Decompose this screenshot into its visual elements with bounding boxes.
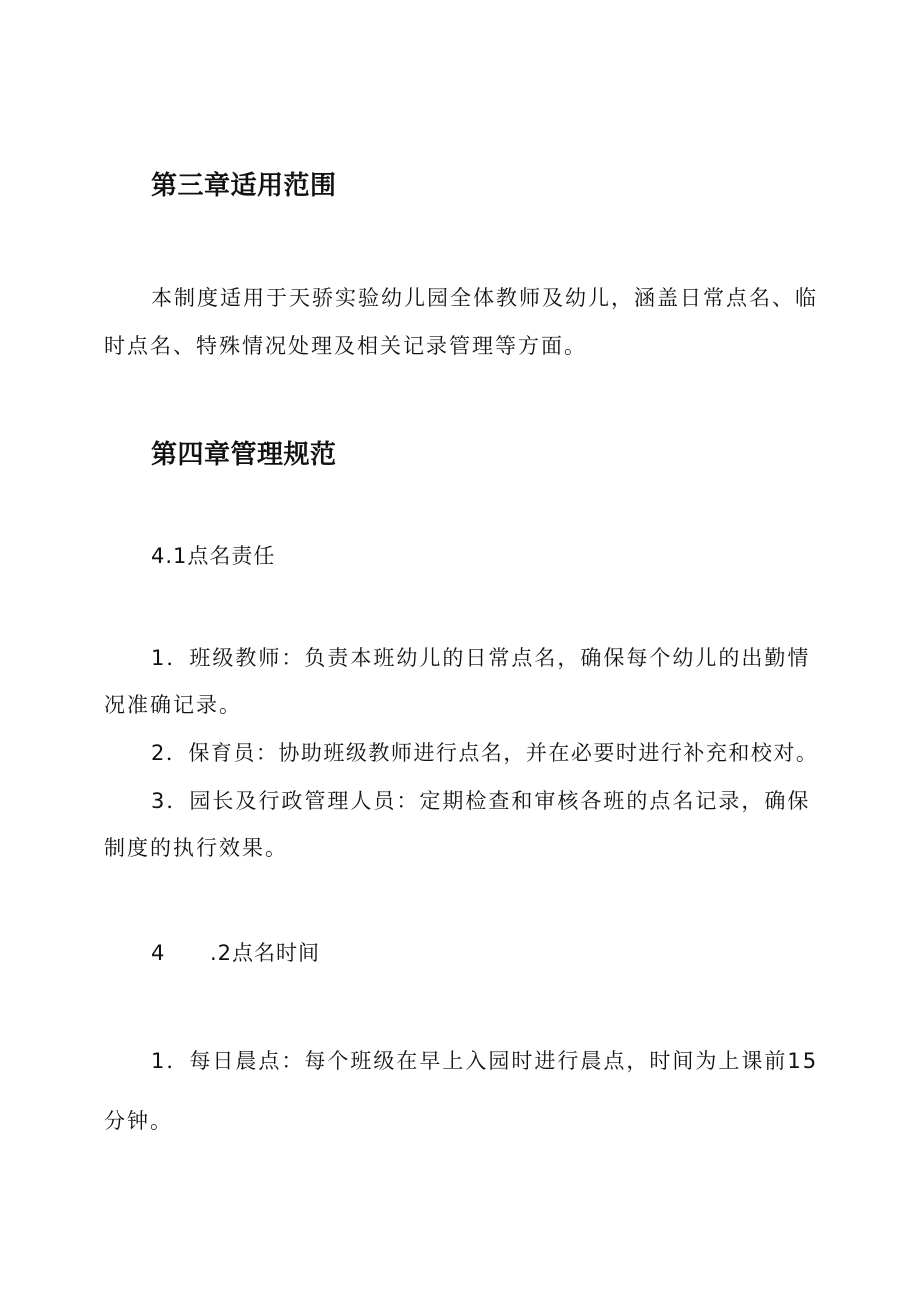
section-4-1-item-1-line-1: 1．班级教师：负责本班幼儿的日常点名，确保每个幼儿的出勤情 — [151, 646, 811, 670]
section-4-1-item-2-line-1: 2．保育员：协助班级教师进行点名，并在必要时进行补充和校对。 — [151, 741, 819, 765]
section-4-2-item-1-line-1: 1．每日晨点：每个班级在早上入园时进行晨点，时间为上课前15 — [151, 1049, 819, 1073]
chapter-4-heading: 第四章管理规范 — [151, 440, 337, 470]
section-4-1-item-3-line-1: 3．园长及行政管理人员：定期检查和审核各班的点名记录，确保 — [151, 789, 811, 813]
chapter-3-body-line-2: 时点名、特殊情况处理及相关记录管理等方面。 — [104, 334, 587, 358]
section-4-1-heading: 4.1点名责任 — [151, 544, 276, 568]
section-4-1-item-3-line-2: 制度的执行效果。 — [104, 836, 288, 860]
chapter-3-body-line-1: 本制度适用于天骄实验幼儿园全体教师及幼儿，涵盖日常点名、临 — [151, 286, 818, 310]
chapter-3-heading: 第三章适用范围 — [151, 171, 337, 201]
section-4-2-heading-number: 4 — [151, 941, 166, 965]
section-4-2-heading-text: .2点名时间 — [210, 941, 321, 965]
section-4-1-item-1-line-2: 况准确记录。 — [104, 693, 242, 717]
section-4-2-item-1-line-2: 分钟。 — [104, 1109, 173, 1133]
